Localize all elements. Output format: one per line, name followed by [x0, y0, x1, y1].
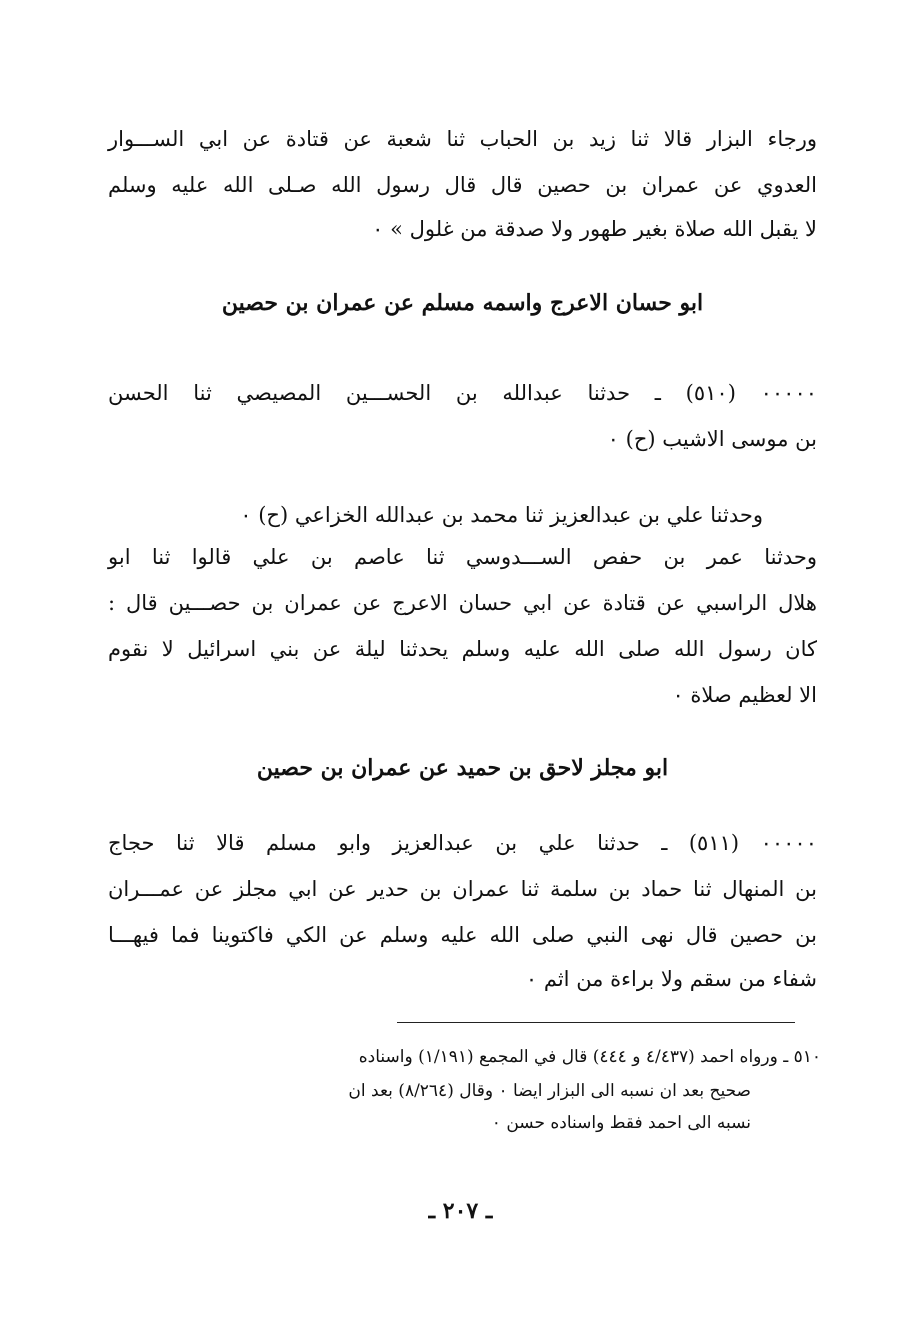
footnote-line: صحيح بعد ان نسبه الى البزار ايضا ٠ وقال (٨/٢٦٤) بعد ان [348, 1081, 751, 1101]
body-line: لا يقبل الله صلاة بغير طهور ولا صدقة من غلول » ٠ [372, 217, 817, 241]
body-line: العدوي عن عمران بن حصين قال قال رسول الله صـلى الله عليه وسلم [108, 173, 817, 197]
footnote-line: ٥١٠ ـ ورواه احمد (٤/٤٣٧ و ٤٤٤) قال في المجمع (١/١٩١) واسناده [358, 1047, 821, 1067]
body-line: بن موسى الاشيب (ح) ٠ [607, 427, 817, 451]
body-line: ٠٠٠٠٠ (٥١٠) ـ حدثنا عبدالله بن الحســـين المصيصي ثنا الحسن [108, 381, 818, 405]
body-line: الا لعظيم صلاة ٠ [672, 683, 817, 707]
body-line: بن حصين قال نهى النبي صلى الله عليه وسلم عن الكي فاكتوينا فما فيهـــا [108, 923, 817, 947]
section-heading: ابو مجلز لاحق بن حميد عن عمران بن حصين [256, 755, 669, 781]
body-line: شفاء من سقم ولا براءة من اثم ٠ [525, 967, 817, 991]
body-line: هلال الراسبي عن قتادة عن ابي حسان الاعرج عن عمران بن حصـــين قال : [108, 591, 817, 615]
section-heading: ابو حسان الاعرج واسمه مسلم عن عمران بن حصين [221, 290, 704, 316]
body-line: ٠٠٠٠٠ (٥١١) ـ حدثنا علي بن عبدالعزيز وابو مسلم قالا ثنا حجاج [108, 831, 817, 855]
body-line: كان رسول الله صلى الله عليه وسلم يحدثنا ليلة عن بني اسرائيل لا نقوم [108, 637, 817, 661]
footnote-line: نسبه الى احمد فقط واسناده حسن ٠ [491, 1113, 751, 1133]
body-line: وحدثنا علي بن عبدالعزيز ثنا محمد بن عبدالله الخزاعي (ح) ٠ [240, 503, 763, 527]
footnote-separator [397, 1022, 795, 1023]
body-line: ورجاء البزار قالا ثنا زيد بن الحباب ثنا شعبة عن قتادة عن ابي الســـوار [108, 127, 817, 151]
body-line: بن المنهال ثنا حماد بن سلمة ثنا عمران بن حدير عن ابي مجلز عن عمـــران [108, 877, 817, 901]
body-line: وحدثنا عمر بن حفص الســـدوسي ثنا عاصم بن علي قالوا ثنا ابو [108, 545, 817, 569]
page-number: ـ ٢٠٧ ـ [428, 1198, 493, 1224]
